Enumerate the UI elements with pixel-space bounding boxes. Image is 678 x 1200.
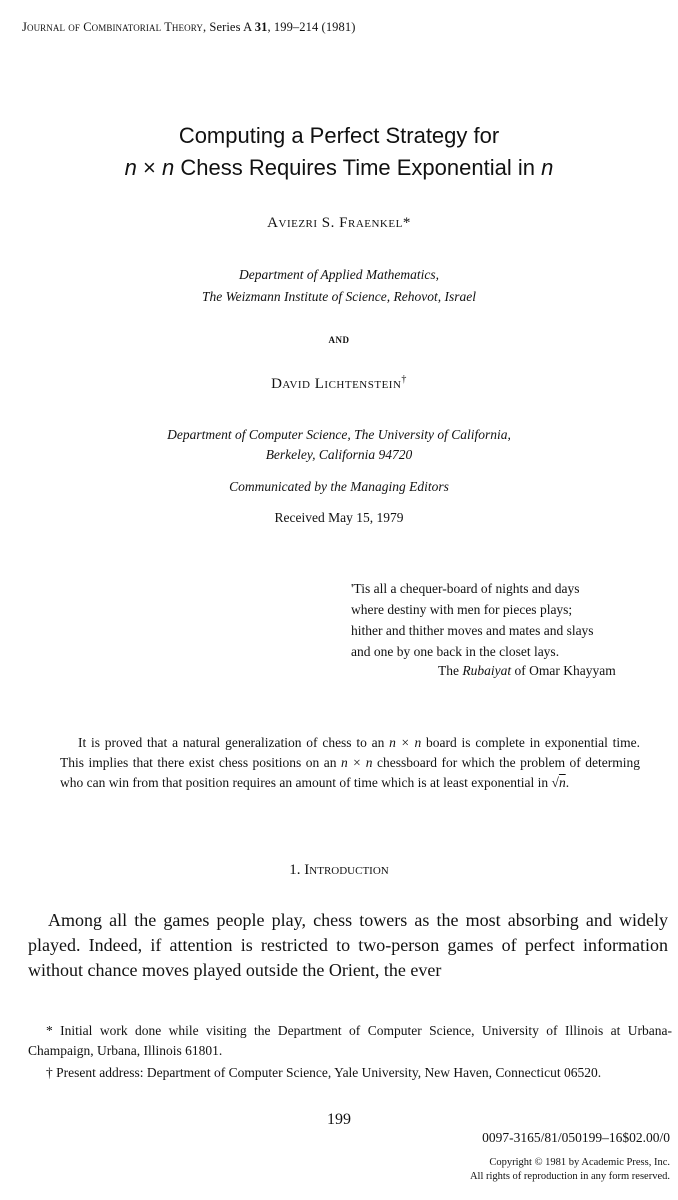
received-date: Received May 15, 1979 (274, 510, 404, 525)
affiliation-2-line-1: Department of Computer Science, The University of California, (167, 427, 511, 442)
epigraph-line: hither and thither moves and mates and slays (351, 623, 594, 638)
communicated-by: Communicated by the Managing Editors (229, 479, 449, 494)
section-number: 1. (289, 862, 305, 878)
epigraph-attribution (438, 663, 616, 679)
footnote-2-text: Present address: Department of Computer Science, Yale University, New Haven, Connecticut 06520. (56, 1065, 602, 1080)
article-code: 0097-3165/81/050199–16$02.00/0 (482, 1130, 670, 1145)
section-heading (0, 862, 678, 879)
author-1-mark: * (402, 215, 411, 231)
author-1 (0, 215, 678, 232)
abstract-text-1: It is proved that a natural generalization of chess to an (78, 735, 390, 750)
author-2-name: David Lichtenstein (271, 376, 402, 392)
body-text (28, 908, 668, 983)
journal-name: Journal of Combinatorial Theory (22, 20, 203, 34)
title-text: Chess Requires Time Exponential in (174, 155, 542, 180)
journal-header (22, 20, 356, 35)
sqrt-argument: n (558, 775, 566, 790)
author-2 (0, 374, 678, 393)
abstract-text-3: chessboard for which the problem of determing who can win from that position requires an amount of time which is at least exponential in (60, 755, 641, 790)
abstract-end: . (565, 775, 570, 790)
epigraph-line: where destiny with men for pieces plays; (351, 602, 573, 617)
page-number: 199 (327, 1111, 351, 1128)
epigraph-line: 'Tis all a chequer-board of nights and days (351, 581, 580, 596)
abstract-nxn-2: n × n (340, 755, 373, 770)
epigraph-attr-post: of Omar Khayyam (511, 663, 616, 678)
abstract (60, 733, 640, 793)
epigraph (351, 578, 594, 662)
author-2-mark: † (401, 374, 407, 385)
abstract-nxn-1: n × n (389, 735, 422, 750)
journal-pages-year: , 199–214 (1981) (267, 20, 356, 34)
footnote-1-text: Initial work done while visiting the Department of Computer Science, University of Illinois at Urbana-Champaign, Urbana, Illinois 61801. (28, 1023, 672, 1058)
journal-volume: 31 (254, 20, 268, 34)
footnote-2 (28, 1063, 672, 1083)
footnote-1 (28, 1021, 672, 1061)
title-line-1: Computing a Perfect Strategy for (178, 123, 500, 148)
and-separator: and (328, 331, 350, 346)
affiliation-2-line-2: Berkeley, California 94720 (265, 447, 413, 462)
affiliation-1-line-2: The Weizmann Institute of Science, Rehovot, Israel (202, 289, 476, 304)
section-title: Introduction (304, 862, 389, 878)
title-line-2 (0, 153, 678, 183)
journal-series: , Series A (202, 20, 255, 34)
copyright-line-1: Copyright © 1981 by Academic Press, Inc. (489, 1157, 670, 1168)
abstract-paragraph (60, 733, 640, 793)
author-1-name: Aviezri S. Fraenkel (267, 215, 403, 231)
title-var-n2: n (161, 155, 175, 180)
epigraph-attr-work: Rubaiyat (462, 663, 512, 678)
epigraph-attr-pre: The (438, 663, 463, 678)
copyright (470, 1156, 670, 1184)
body-paragraph: Among all the games people play, chess towers as the most absorbing and widely played. Indeed, if attention is restricted to two-person games of perfect information without chance moves played outside the Orient, the ever (28, 910, 668, 980)
affiliation-1-line-1: Department of Applied Mathematics, (239, 267, 439, 282)
title-var-n3: n (541, 155, 554, 180)
sqrt-symbol: √ (551, 775, 559, 790)
footnote-2-mark: † (46, 1065, 57, 1080)
abstract-text-2: board is complete in exponential time. This implies that there exist chess positions on an (60, 735, 640, 770)
title-times: × (136, 155, 162, 180)
copyright-line-2: All rights of reproduction in any form reserved. (469, 1171, 670, 1182)
title-var-n1: n (124, 155, 137, 180)
footnote-1-mark: * (46, 1023, 61, 1038)
epigraph-line: and one by one back in the closet lays. (351, 644, 560, 659)
